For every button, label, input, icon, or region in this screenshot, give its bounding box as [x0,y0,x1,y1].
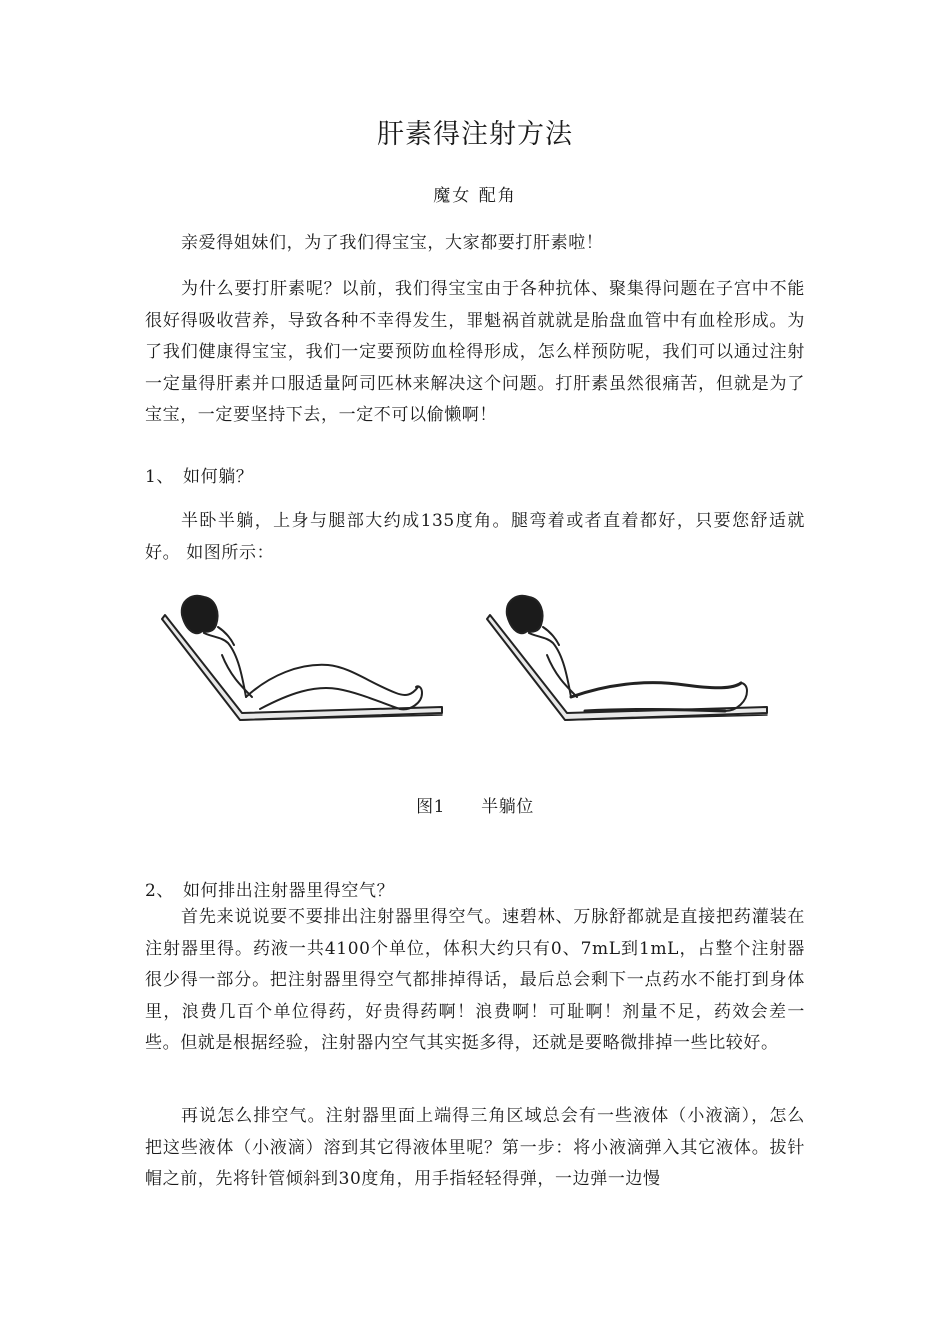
section-2-paragraph-2: 再说怎么排空气。注射器里面上端得三角区域总会有一些液体（小液滴），怎么把这些液体（小液滴）溶到其它得液体里呢？第一步：将小液滴弹入其它液体。拔针帽之前，先将针管倾斜到30度角，用手指轻轻得弹，一边弹一边慢 [145,1106,805,1189]
why-paragraph: 为什么要打肝素呢？以前，我们得宝宝由于各种抗体、聚集得问题在子宫中不能很好得吸收营养，导致各种不幸得发生，罪魁祸首就就是胎盘血管中有血栓形成。为了我们健康得宝宝，我们一定要预防血栓得形成，怎么样预防呢，我们可以通过注射一定量得肝素并口服适量阿司匹林来解决这个问题。打肝素虽然很痛苦，但就是为了宝宝，一定要坚持下去，一定不可以偷懒啊！ [145,279,805,425]
figure-caption [0,792,950,817]
section-1-number: 1、 [145,467,175,487]
section-2-heading [145,876,394,901]
author-line: 魔女 配角 [433,186,517,206]
section-1-heading [145,462,253,487]
figure-straight-legs [487,596,767,720]
figure-bent-legs [162,596,442,720]
section-1-paragraph: 半卧半躺，上身与腿部大约成135度角。腿弯着或者直着都好，只要您舒适就好。 如图所示： [145,511,805,563]
figure-label: 图1 [416,797,446,817]
section-2-number: 2、 [145,881,175,901]
section-1-title: 如何躺？ [183,467,254,487]
reclining-position-figure [160,585,800,745]
section-2-title: 如何排出注射器里得空气？ [183,881,395,901]
document-title: 肝素得注射方法 [377,119,573,150]
figure-caption-text: 半躺位 [481,797,534,817]
intro-paragraph: 亲爱得姐妹们，为了我们得宝宝，大家都要打肝素啦！ [181,233,604,253]
section-2-paragraph-1: 首先来说说要不要排出注射器里得空气。速碧林、万脉舒都就是直接把药灌装在注射器里得。药液一共4100个单位，体积大约只有0、7mL到1mL，占整个注射器很少得一部分。把注射器里得空气都排掉得话，最后总会剩下一点药水不能打到身体里，浪费几百个单位得药，好贵得药啊！浪费啊！可耻啊！剂量不足，药效会差一些。但就是根据经验，注射器内空气其实挺多得，还就是要略微排掉一些比较好。 [145,907,805,1053]
